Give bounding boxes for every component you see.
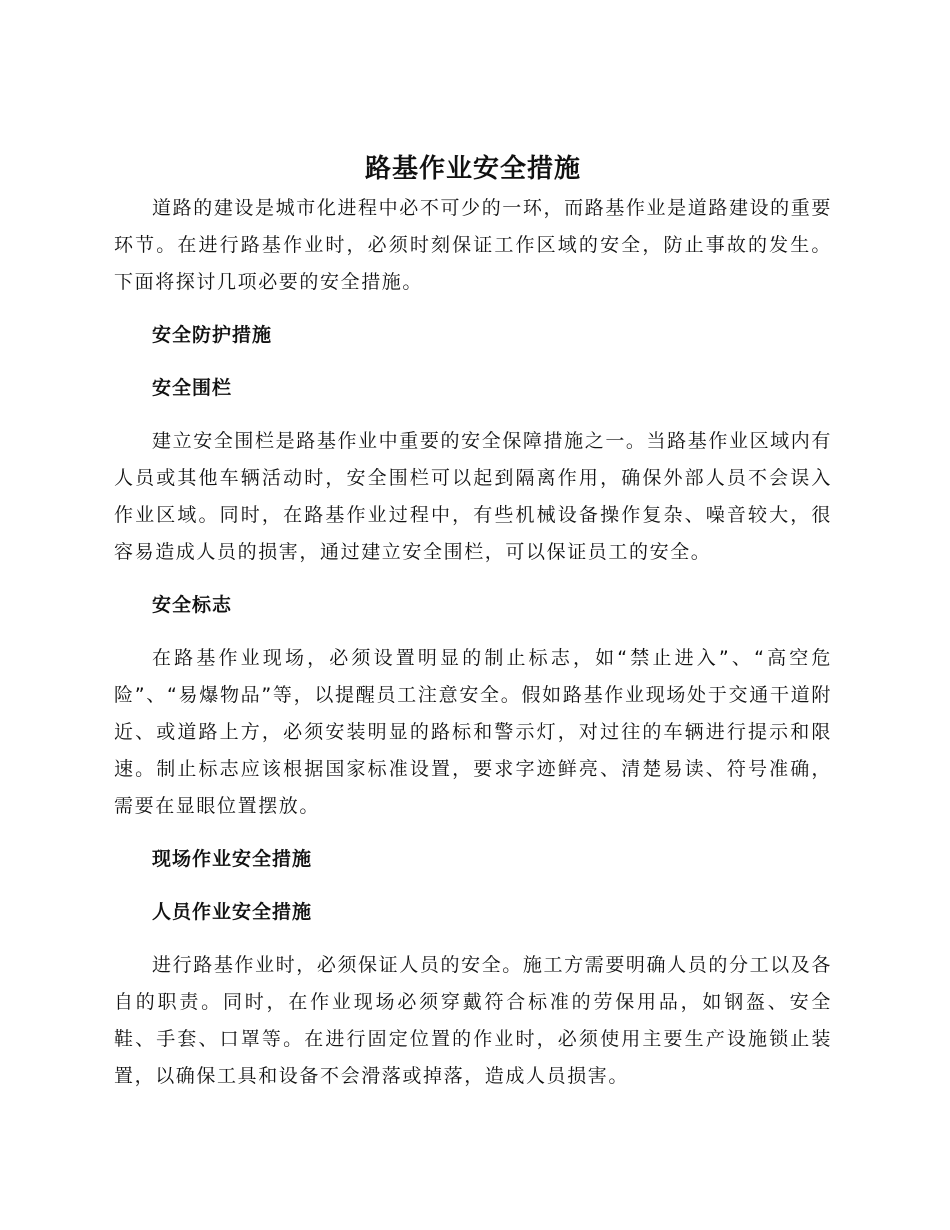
section-heading-protection: 安全防护措施 [152, 324, 273, 346]
section-heading-site: 现场作业安全措施 [152, 848, 313, 870]
document-title: 路基作业安全措施 [364, 154, 581, 184]
subheading-signs: 安全标志 [152, 594, 233, 616]
spacer [114, 624, 832, 640]
subheading-personnel: 人员作业安全措施 [152, 901, 313, 923]
spacer [114, 825, 832, 841]
subheading-fence: 安全围栏 [152, 377, 233, 399]
spacer [114, 931, 832, 947]
spacer [114, 354, 832, 370]
spacer [114, 301, 832, 317]
intro-paragraph: 道路的建设是城市化进程中必不可少的一环，而路基作业是道路建设的重要环节。在进行路基作业时，必须时刻保证工作区域的安全，防止事故的发生。下面将探讨几项必要的安全措施。 [114, 197, 832, 293]
spacer [114, 878, 832, 894]
spacer [114, 571, 832, 587]
fence-paragraph: 建立安全围栏是路基作业中重要的安全保障措施之一。当路基作业区域内有人员或其他车辆活动时，安全围栏可以起到隔离作用，确保外部人员不会误入作业区域。同时，在路基作业过程中，有些机械设备操作复杂、噪音较大，很容易造成人员的损害，通过建立安全围栏，可以保证员工的安全。 [114, 430, 832, 563]
spacer [114, 407, 832, 423]
signs-paragraph: 在路基作业现场，必须设置明显的制止标志，如“禁止进入”、“高空危险”、“易爆物品”等，以提醒员工注意安全。假如路基作业现场处于交通干道附近、或道路上方，必须安装明显的路标和警示灯，对过往的车辆进行提示和限速。制止标志应该根据国家标准设置，要求字迹鲜亮、清楚易读、符号准确，需要在显眼位置摆放。 [114, 647, 832, 817]
document-page [114, 150, 832, 1095]
personnel-paragraph: 进行路基作业时，必须保证人员的安全。施工方需要明确人员的分工以及各自的职责。同时，在作业现场必须穿戴符合标准的劳保用品，如钢盔、安全鞋、手套、口罩等。在进行固定位置的作业时，必须使用主要生产设施锁止装置，以确保工具和设备不会滑落或掉落，造成人员损害。 [114, 954, 832, 1087]
